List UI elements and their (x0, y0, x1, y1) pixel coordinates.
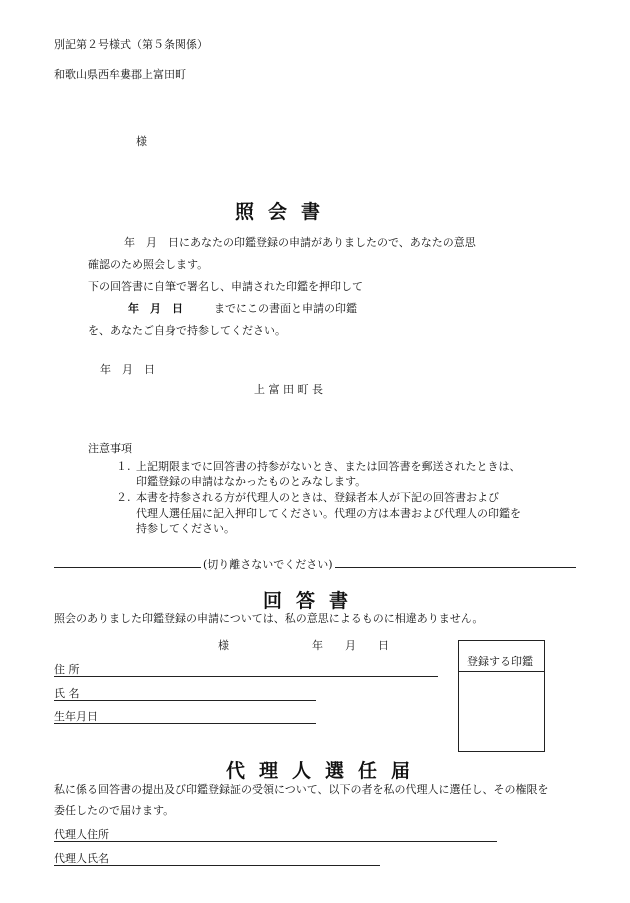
seal-box-label: 登録する印鑑 (467, 655, 533, 668)
answer-name-label: 氏 名 (54, 687, 80, 700)
notes-heading: 注意事項 (88, 442, 132, 455)
proxy-address-line[interactable] (54, 841, 497, 842)
answer-address-label: 住 所 (54, 663, 80, 676)
proxy-statement-line1: 私に係る回答書の提出及び印鑑登録証の受領について、以下の者を私の代理人に選任し、その権限を (54, 783, 549, 796)
note-1-number: １. (116, 460, 131, 473)
note-1-line1: 上記期限までに回答書の持参がないとき、または回答書を郵送されたときは、 (136, 460, 521, 473)
note-2-line3: 持参してください。 (136, 522, 235, 535)
note-2-line1: 本書を持参される方が代理人のときは、登録者本人が下記の回答書および (136, 491, 499, 504)
inquiry-body-line2: 確認のため照会します。 (88, 258, 209, 271)
answer-birthdate-line[interactable] (54, 723, 316, 724)
answer-statement: 照会のありました印鑑登録の申請については、私の意思によるものに相違ありません。 (54, 612, 484, 625)
answer-name-line[interactable] (54, 700, 316, 701)
answer-addressee-suffix: 様 (218, 639, 229, 652)
deadline-text: までにこの書面と申請の印鑑 (214, 302, 357, 315)
deadline-date: 年 月 日 (128, 302, 183, 315)
inquiry-body-line5: を、あなたご自身で持参してください。 (88, 324, 286, 337)
issue-date: 年 月 日 (100, 363, 155, 376)
addressee-suffix: 様 (136, 135, 147, 148)
proxy-address-label: 代理人住所 (54, 828, 109, 841)
municipality-address: 和歌山県西牟婁郡上富田町 (54, 68, 186, 81)
inquiry-body-line1: 年 月 日にあなたの印鑑登録の申請がありましたので、あなたの意思 (124, 236, 476, 249)
note-2-line2: 代理人選任届に記入押印してください。代理の方は本書および代理人の印鑑を (136, 507, 521, 520)
answer-birthdate-label: 生年月日 (54, 710, 98, 723)
proxy-statement-line2: 委任したので届けます。 (54, 804, 175, 817)
answer-address-line[interactable] (54, 676, 438, 677)
answer-title: 回答書 (263, 590, 363, 612)
note-2-number: ２. (116, 491, 131, 504)
answer-date: 年 月 日 (312, 639, 389, 652)
seal-box[interactable] (458, 640, 545, 752)
proxy-title: 代理人選任届 (226, 760, 425, 782)
inquiry-title: 照会書 (235, 201, 335, 223)
issuer: 上 富 田 町 長 (254, 383, 323, 396)
form-number: 別記第２号様式（第５条関係） (54, 38, 208, 51)
proxy-name-line[interactable] (54, 865, 380, 866)
proxy-name-label: 代理人氏名 (54, 852, 109, 865)
inquiry-body-line3: 下の回答書に自筆で署名し、申請された印鑑を押印して (88, 280, 363, 293)
cut-line-label: (切り離さないでください) (203, 558, 333, 571)
note-1-line2: 印鑑登録の申請はなかったものとみなします。 (136, 475, 367, 488)
